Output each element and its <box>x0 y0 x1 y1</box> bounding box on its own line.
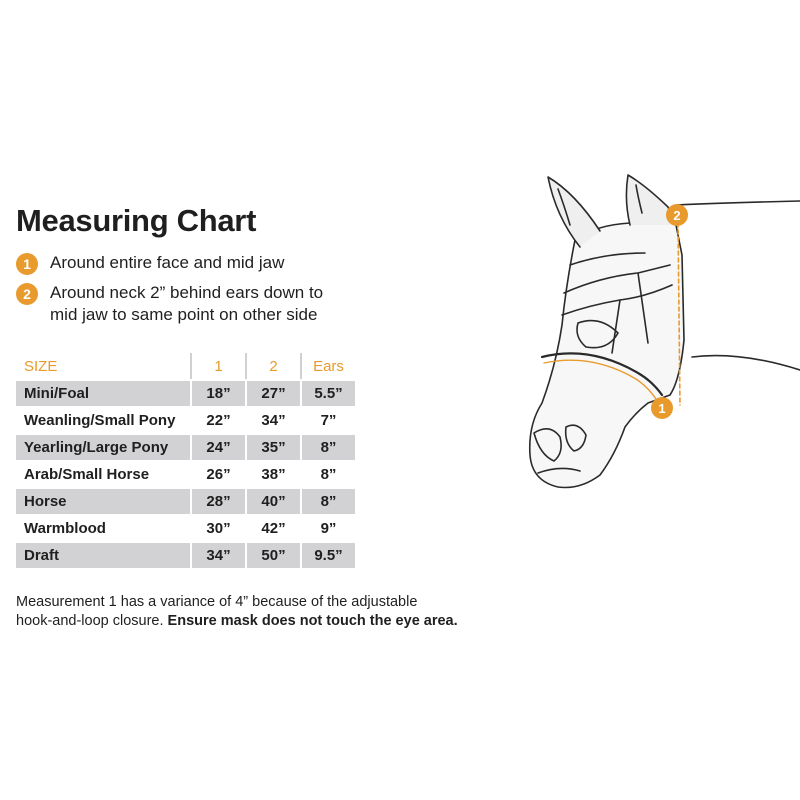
measure-1-cell: 18” <box>190 379 245 406</box>
horse-head-illustration <box>520 165 800 505</box>
table-body <box>16 379 355 568</box>
header-ears: Ears <box>300 353 355 379</box>
ears-cell: 9” <box>300 514 355 541</box>
size-cell: Yearling/Large Pony <box>16 433 190 460</box>
table-row <box>16 433 355 460</box>
legend-item-1 <box>16 252 284 275</box>
size-cell: Horse <box>16 487 190 514</box>
left-ear <box>548 177 600 247</box>
ears-cell: 8” <box>300 460 355 487</box>
header-measure-2: 2 <box>245 353 300 379</box>
legend-text-1 <box>50 252 284 274</box>
measure-1-cell: 22” <box>190 406 245 433</box>
legend-text-2 <box>50 282 323 326</box>
fly-mask-outline <box>530 217 684 487</box>
note-line-2: hook-and-loop closure. <box>16 613 164 629</box>
measure-2-cell: 40” <box>245 487 300 514</box>
table-row <box>16 406 355 433</box>
table-row <box>16 487 355 514</box>
header-measure-1: 1 <box>190 353 245 379</box>
note-warning: Ensure mask does not touch the eye area. <box>167 613 458 629</box>
legend-line: Around entire face and mid jaw <box>50 253 285 272</box>
measure-1-cell: 26” <box>190 460 245 487</box>
size-cell: Arab/Small Horse <box>16 460 190 487</box>
ears-cell: 8” <box>300 487 355 514</box>
legend-line: Around neck 2” behind ears down to <box>50 283 324 302</box>
ears-cell: 5.5” <box>300 379 355 406</box>
legend-item-2 <box>16 282 323 326</box>
size-table <box>16 353 355 568</box>
ears-cell: 9.5” <box>300 541 355 568</box>
measure-1-cell: 34” <box>190 541 245 568</box>
measure-2-cell: 50” <box>245 541 300 568</box>
marker-1-label: 1 <box>658 401 666 416</box>
table-row <box>16 460 355 487</box>
ears-cell: 7” <box>300 406 355 433</box>
neck-top <box>676 201 800 205</box>
measure-1-cell: 24” <box>190 433 245 460</box>
ears-cell: 8” <box>300 433 355 460</box>
measure-2-cell: 38” <box>245 460 300 487</box>
table-row <box>16 514 355 541</box>
measure-1-cell: 30” <box>190 514 245 541</box>
size-cell: Draft <box>16 541 190 568</box>
note-line-1: Measurement 1 has a variance of 4” because of the adjustable <box>16 594 418 610</box>
marker-2-label: 2 <box>673 208 681 223</box>
neck-bottom <box>692 356 800 370</box>
table-row <box>16 541 355 568</box>
header-size: SIZE <box>24 357 58 375</box>
size-cell: Mini/Foal <box>16 379 190 406</box>
table-row <box>16 379 355 406</box>
measure-2-cell: 27” <box>245 379 300 406</box>
measure-2-cell: 42” <box>245 514 300 541</box>
page-title: Measuring Chart <box>16 203 257 238</box>
table-header-row <box>16 353 355 379</box>
number-badge-2: 2 <box>16 283 38 305</box>
size-cell: Weanling/Small Pony <box>16 406 190 433</box>
legend-line: mid jaw to same point on other side <box>50 305 318 324</box>
measure-2-cell: 34” <box>245 406 300 433</box>
measure-1-cell: 28” <box>190 487 245 514</box>
size-cell: Warmblood <box>16 514 190 541</box>
measure-2-cell: 35” <box>245 433 300 460</box>
measurement-note <box>16 593 458 631</box>
number-badge-1: 1 <box>16 253 38 275</box>
